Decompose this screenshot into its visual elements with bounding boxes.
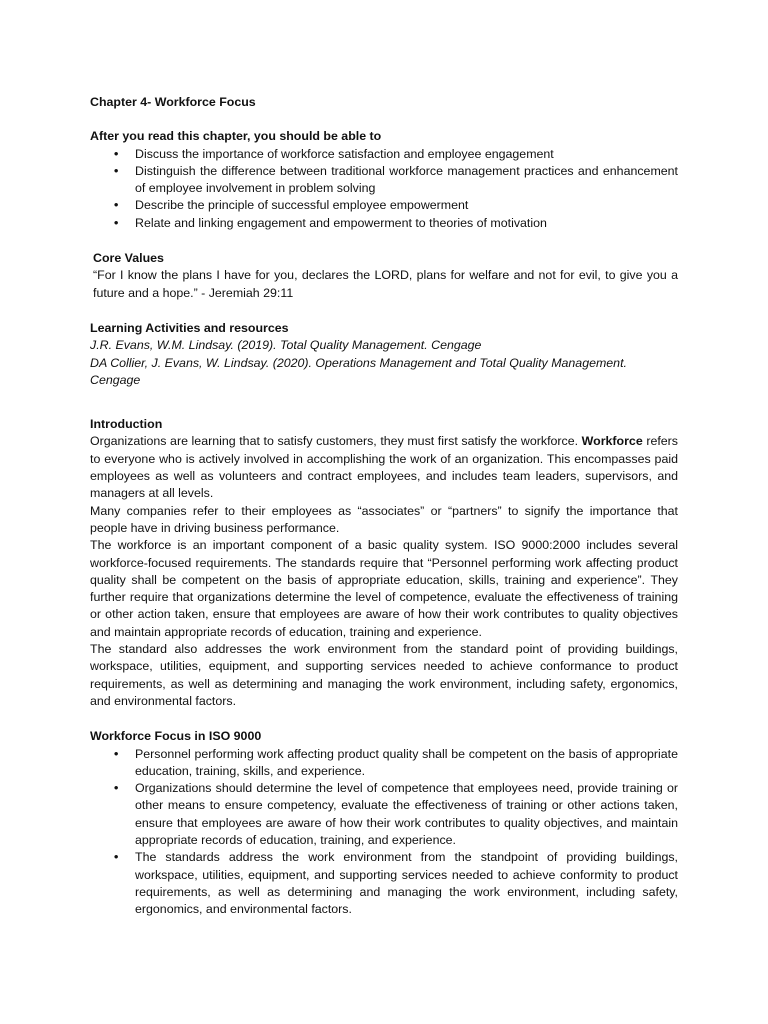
- iso-item-text: Organizations should determine the level of competence that employees need, provide training or other means to ensure competency, evaluate the effectiveness of training or other actions taken, ensure that employees are aware of how their work contributes to quality objectives, and maintain appropriate records of education, training, and experience.: [135, 781, 678, 847]
- list-item: [90, 780, 678, 849]
- iso-focus-heading: Workforce Focus in ISO 9000: [90, 729, 262, 744]
- objectives-list: [90, 146, 678, 232]
- intro-paragraph-3: The workforce is an important component of a basic quality system. ISO 9000:2000 includes several workforce-focused requirements. The standards require that “Personnel performing work affecting product quality shall be competent on the basis of appropriate education, skills, training and experience”. They further require that organizations determine the level of competence, evaluate the effectiveness of training or other action taken, ensure that employees are aware of how their work contributes to quality objectives and maintain appropriate records of education, training and experience.: [90, 538, 678, 639]
- list-item: [90, 215, 678, 232]
- intro-p1-end: refers to everyone who is actively involved in accomplishing the work of an organization. This encompasses paid employees as well as volunteers and contract employees, and includes team leaders, supervisors, and managers at all levels.: [90, 434, 678, 501]
- bullet-icon: •: [114, 781, 119, 796]
- list-item: [90, 146, 678, 163]
- document-page: [90, 94, 678, 918]
- bullet-icon: •: [114, 146, 119, 161]
- bullet-icon: •: [114, 163, 119, 178]
- introduction-heading: Introduction: [90, 417, 163, 432]
- objective-text: Describe the principle of successful employee empowerment: [135, 198, 469, 213]
- bullet-icon: •: [114, 850, 119, 865]
- bullet-icon: •: [114, 746, 119, 761]
- bullet-icon: •: [114, 215, 119, 230]
- core-values-heading: Core Values: [93, 251, 164, 266]
- list-item: [90, 197, 678, 214]
- iso-focus-list: [90, 746, 678, 919]
- intro-paragraph-2: Many companies refer to their employees as “associates” or “partners” to signify the importance that people have in driving business performance.: [90, 503, 678, 535]
- intro-p1-start: Organizations are learning that to satisfy customers, they must first satisfy the workforce.: [90, 434, 582, 449]
- core-values-quote: “For I know the plans I have for you, declares the LORD, plans for welfare and not for evil, to give you a future and a hope.” - Jeremiah 29:11: [93, 268, 678, 300]
- workforce-term: Workforce: [581, 434, 643, 449]
- objectives-intro: After you read this chapter, you should be able to: [90, 129, 382, 144]
- iso-item-text: The standards address the work environment from the standpoint of providing buildings, workspace, utilities, equipment, and supporting services needed to achieve conformity to product requirements, as well as determining and managing the work environment, including safety, ergonomics, and environmental factors.: [135, 850, 678, 917]
- objective-text: Distinguish the difference between traditional workforce management practices and enhancement of employee involvement in problem solving: [135, 163, 678, 196]
- list-item: [90, 849, 678, 918]
- intro-paragraph-4: The standard also addresses the work environment from the standard point of providing buildings, workspace, utilities, equipment, and supporting services needed to achieve conformance to product requirements, as well as determining and managing the work environment, including safety, ergonomics, and environmental factors.: [90, 642, 678, 708]
- learning-heading: Learning Activities and resources: [90, 320, 289, 335]
- intro-paragraph-1: [90, 433, 678, 502]
- reference-1: J.R. Evans, W.M. Lindsay. (2019). Total Quality Management. Cengage: [90, 338, 482, 353]
- chapter-title: Chapter 4- Workforce Focus: [90, 95, 256, 109]
- objective-text: Relate and linking engagement and empowerment to theories of motivation: [135, 215, 547, 230]
- bullet-icon: •: [114, 198, 119, 213]
- list-item: [90, 163, 678, 198]
- list-item: [90, 746, 678, 781]
- objective-text: Discuss the importance of workforce satisfaction and employee engagement: [135, 146, 554, 161]
- reference-2: DA Collier, J. Evans, W. Lindsay. (2020). Operations Management and Total Quality Management. Cengage: [90, 355, 627, 387]
- iso-item-text: Personnel performing work affecting product quality shall be competent on the basis of appropriate education, training, skills, and experience.: [135, 746, 678, 778]
